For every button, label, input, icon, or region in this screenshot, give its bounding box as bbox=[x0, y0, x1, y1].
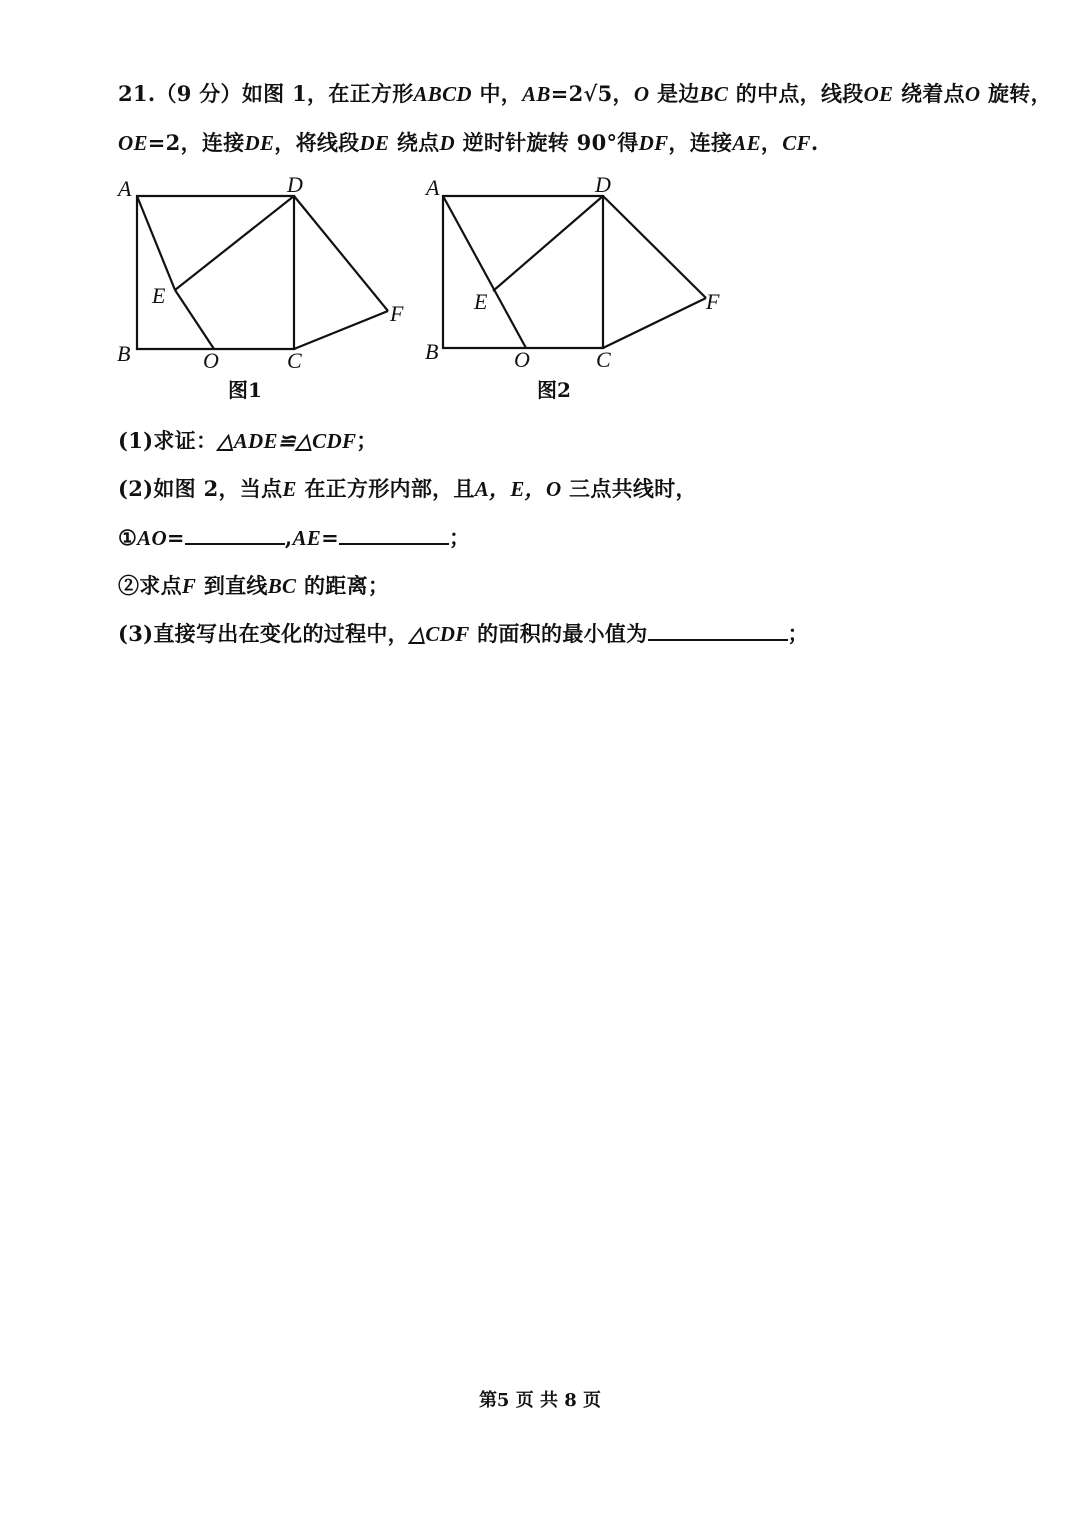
question-2 bbox=[118, 473, 697, 503]
answer-blank-ae[interactable] bbox=[339, 525, 449, 545]
text: =2√5， bbox=[550, 81, 634, 106]
math-expr: △ADE≌△CDF bbox=[217, 429, 357, 453]
math-var: CF bbox=[782, 131, 811, 155]
math-var: DF bbox=[638, 131, 669, 155]
label-c: C bbox=[287, 348, 302, 373]
label-e: E bbox=[152, 283, 166, 308]
label-b: B bbox=[425, 339, 439, 364]
math-var: F bbox=[181, 574, 197, 598]
question-2b bbox=[118, 570, 389, 600]
text: 逆时针旋转 90°得 bbox=[454, 130, 639, 155]
figure-1-caption: 图1 bbox=[228, 378, 262, 402]
text: 到直线 bbox=[196, 573, 268, 598]
math-var: AB bbox=[522, 82, 551, 106]
problem-score: （9 分） bbox=[155, 81, 242, 106]
text: , bbox=[284, 525, 293, 550]
text: = bbox=[166, 525, 185, 550]
figure-2 bbox=[0, 0, 1080, 424]
question-1 bbox=[118, 425, 378, 455]
math-var: A，E，O bbox=[474, 477, 562, 501]
text: 三点共线时， bbox=[561, 476, 697, 501]
square-abcd bbox=[443, 196, 603, 348]
math-var: OE bbox=[118, 131, 148, 155]
text: ； bbox=[787, 621, 809, 646]
text: ① bbox=[118, 525, 138, 550]
text: (1)求证： bbox=[118, 428, 218, 453]
segment-cf bbox=[603, 298, 706, 348]
label-d: D bbox=[287, 172, 303, 197]
problem-number: 21. bbox=[118, 81, 156, 106]
text: ； bbox=[448, 525, 471, 550]
text: ； bbox=[356, 428, 378, 453]
page-footer: 第5 页 共 8 页 bbox=[478, 1390, 602, 1411]
label-a: A bbox=[118, 176, 132, 201]
math-var: AE bbox=[732, 131, 761, 155]
math-var: DE bbox=[244, 131, 275, 155]
answer-blank-ao[interactable] bbox=[185, 525, 285, 545]
label-a: A bbox=[426, 175, 440, 200]
text: ，将线段 bbox=[274, 130, 360, 155]
question-3 bbox=[118, 618, 809, 648]
text: ，连接 bbox=[668, 130, 733, 155]
math-var: O bbox=[633, 82, 650, 106]
text: ， bbox=[760, 130, 783, 155]
math-var: O bbox=[964, 82, 981, 106]
text: 绕点 bbox=[389, 130, 440, 155]
text: 的中点，线段 bbox=[728, 81, 864, 106]
text: 旋转， bbox=[980, 81, 1052, 106]
label-d: D bbox=[595, 172, 611, 197]
question-2a bbox=[118, 522, 470, 552]
segment-de bbox=[493, 196, 603, 291]
math-var: BC bbox=[699, 82, 729, 106]
text: 的距离； bbox=[296, 573, 390, 598]
math-var: DE bbox=[359, 131, 390, 155]
text: (3)直接写出在变化的过程中， bbox=[118, 621, 409, 646]
text: 的面积的最小值为 bbox=[469, 621, 648, 646]
math-var: OE bbox=[863, 82, 894, 106]
math-var: BC bbox=[267, 574, 297, 598]
math-var: ABCD bbox=[413, 82, 472, 106]
label-o: O bbox=[514, 347, 530, 372]
label-c: C bbox=[596, 347, 611, 372]
answer-blank-min-area[interactable] bbox=[648, 621, 788, 641]
figure-2-diagram bbox=[0, 0, 1080, 420]
text: 是边 bbox=[649, 81, 700, 106]
math-var: AE bbox=[292, 526, 322, 550]
math-var: D bbox=[439, 131, 455, 155]
label-o: O bbox=[203, 348, 219, 373]
text: . bbox=[810, 130, 819, 155]
label-e: E bbox=[474, 289, 488, 314]
text: 如图 1，在正方形 bbox=[241, 81, 414, 106]
label-f: F bbox=[706, 289, 720, 314]
text: =2，连接 bbox=[147, 130, 245, 155]
math-var: E bbox=[282, 477, 297, 501]
text: (2)如图 2，当点 bbox=[118, 476, 283, 501]
text: = bbox=[321, 525, 339, 550]
label-f: F bbox=[390, 301, 404, 326]
segment-df bbox=[603, 196, 706, 298]
label-b: B bbox=[117, 341, 131, 366]
text: 在正方形内部，且 bbox=[296, 476, 475, 501]
text: ②求点 bbox=[118, 573, 182, 598]
text: 绕着点 bbox=[893, 81, 965, 106]
text: 中， bbox=[471, 81, 523, 106]
math-var: AO bbox=[137, 526, 167, 550]
math-expr: △CDF bbox=[408, 622, 470, 646]
figure-2-caption: 图2 bbox=[537, 378, 571, 402]
